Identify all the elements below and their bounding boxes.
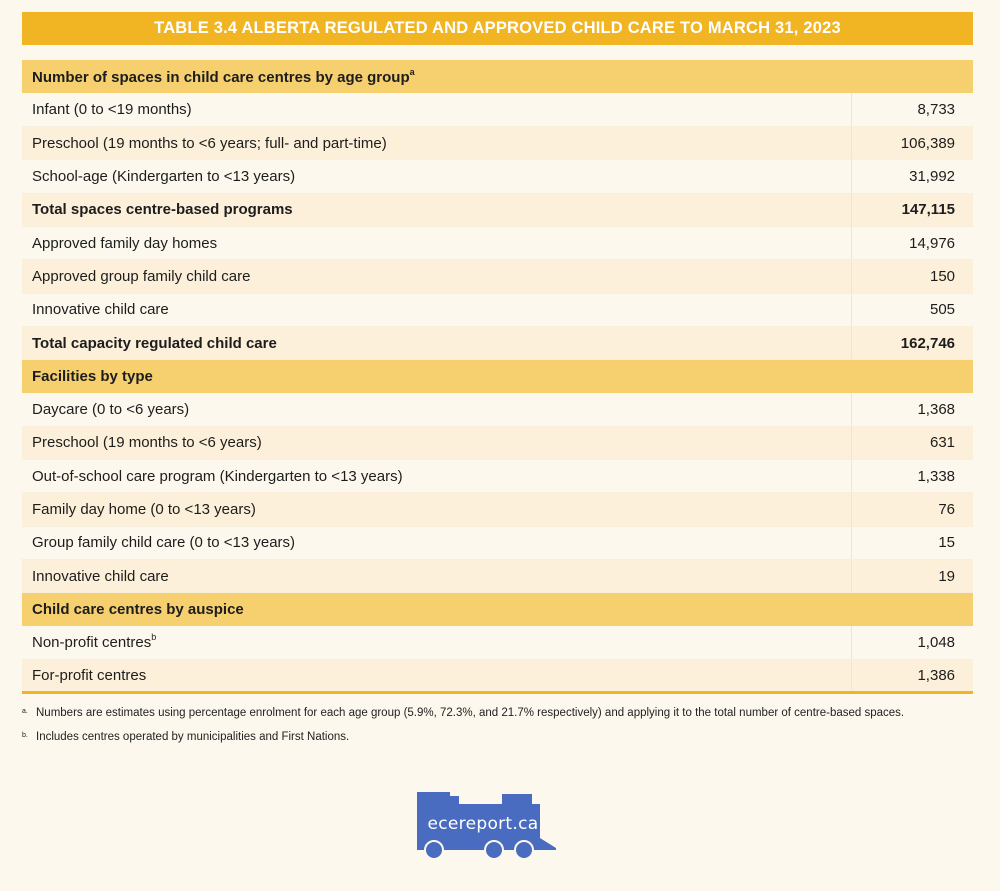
row-label: Approved family day homes — [32, 234, 218, 252]
row-label: Family day home (0 to <13 years) — [32, 501, 256, 518]
total-row — [22, 193, 973, 226]
row-value: 150 — [851, 260, 973, 293]
row-label-cell — [22, 393, 851, 426]
ecereport-logo[interactable] — [414, 790, 559, 860]
footnote-text: Includes centres operated by municipalities and First Nations. — [36, 731, 350, 743]
table-row — [22, 426, 973, 459]
table-row — [22, 460, 973, 493]
row-label: Group family child care (0 to <13 years) — [32, 534, 296, 552]
table-row — [22, 127, 973, 160]
row-label: School-age (Kindergarten to <13 years) — [32, 168, 296, 186]
footnote-a — [22, 706, 972, 721]
footnotes — [22, 706, 972, 754]
table-body — [22, 60, 973, 693]
row-label: Approved group family child care — [32, 267, 251, 285]
table-row — [22, 293, 973, 326]
child-care-table — [22, 60, 973, 694]
row-label: Non-profit centres — [32, 634, 152, 652]
section-header — [22, 60, 973, 93]
row-label: Out-of-school care program (Kindergarten to <13 years) — [32, 467, 403, 485]
table-row — [22, 260, 973, 293]
section-heading-cell — [22, 360, 973, 393]
row-value: 1,386 — [851, 659, 973, 692]
table-row — [22, 626, 973, 659]
row-label: Total spaces centre-based programs — [32, 201, 293, 219]
row-value: 14,976 — [851, 226, 973, 259]
row-label-cell — [22, 526, 851, 559]
footnote-ref: a — [409, 66, 415, 77]
row-label-cell — [22, 559, 851, 592]
row-value: 162,746 — [851, 326, 973, 359]
row-label-cell — [22, 626, 851, 659]
row-value: 76 — [851, 493, 973, 526]
table-row — [22, 493, 973, 526]
row-label: Preschool (19 months to <6 years; full- and part-time) — [32, 134, 387, 152]
table-row — [22, 93, 973, 126]
footnote-ref: b — [151, 632, 157, 643]
section-heading: Facilities by type — [32, 368, 153, 386]
row-label-cell — [22, 426, 851, 459]
table-row — [22, 559, 973, 592]
section-heading-cell — [22, 60, 973, 93]
row-label-cell — [22, 260, 851, 293]
row-label: Total capacity regulated child care — [32, 334, 277, 352]
row-label-cell — [22, 193, 851, 226]
row-value: 631 — [851, 426, 973, 459]
row-value: 147,115 — [851, 193, 973, 226]
row-label: Preschool (19 months to <6 years) — [32, 434, 262, 452]
row-value: 1,368 — [851, 393, 973, 426]
section-header — [22, 360, 973, 393]
section-heading: Number of spaces in child care centres by age group — [32, 68, 410, 86]
table-row — [22, 526, 973, 559]
row-value: 505 — [851, 293, 973, 326]
table-title: TABLE 3.4 ALBERTA REGULATED AND APPROVED CHILD CARE TO MARCH 31, 2023 — [22, 12, 973, 45]
row-value: 1,338 — [851, 460, 973, 493]
row-label-cell — [22, 93, 851, 126]
table-row — [22, 160, 973, 193]
row-label: Innovative child care — [32, 567, 169, 585]
row-value: 106,389 — [851, 127, 973, 160]
row-label: Innovative child care — [32, 301, 169, 319]
table-row — [22, 659, 973, 692]
row-value: 31,992 — [851, 160, 973, 193]
row-value: 15 — [851, 526, 973, 559]
footnote-text: Numbers are estimates using percentage enrolment for each age group (5.9%, 72.3%, and 21.7% respectively) and applying it to the total number of centre-based spaces. — [36, 707, 905, 719]
row-label: For-profit centres — [32, 666, 147, 684]
row-label-cell — [22, 160, 851, 193]
row-value: 8,733 — [851, 93, 973, 126]
row-value: 1,048 — [851, 626, 973, 659]
section-heading: Child care centres by auspice — [32, 601, 244, 619]
table-row — [22, 393, 973, 426]
logo-text: ecereport.ca — [427, 814, 539, 834]
row-label-cell — [22, 226, 851, 259]
row-label-cell — [22, 493, 851, 526]
total-row — [22, 326, 973, 359]
table-row — [22, 226, 973, 259]
section-heading-cell — [22, 593, 973, 626]
row-label: Infant (0 to <19 months) — [32, 101, 192, 119]
row-value: 19 — [851, 559, 973, 592]
row-label-cell — [22, 127, 851, 160]
footnote-mark: a. — [22, 708, 28, 715]
row-label: Daycare (0 to <6 years) — [32, 400, 190, 418]
section-header — [22, 593, 973, 626]
footnote-mark: b. — [22, 732, 28, 739]
footnote-b — [22, 730, 972, 745]
row-label-cell — [22, 659, 851, 692]
row-label-cell — [22, 460, 851, 493]
row-label-cell — [22, 293, 851, 326]
row-label-cell — [22, 326, 851, 359]
